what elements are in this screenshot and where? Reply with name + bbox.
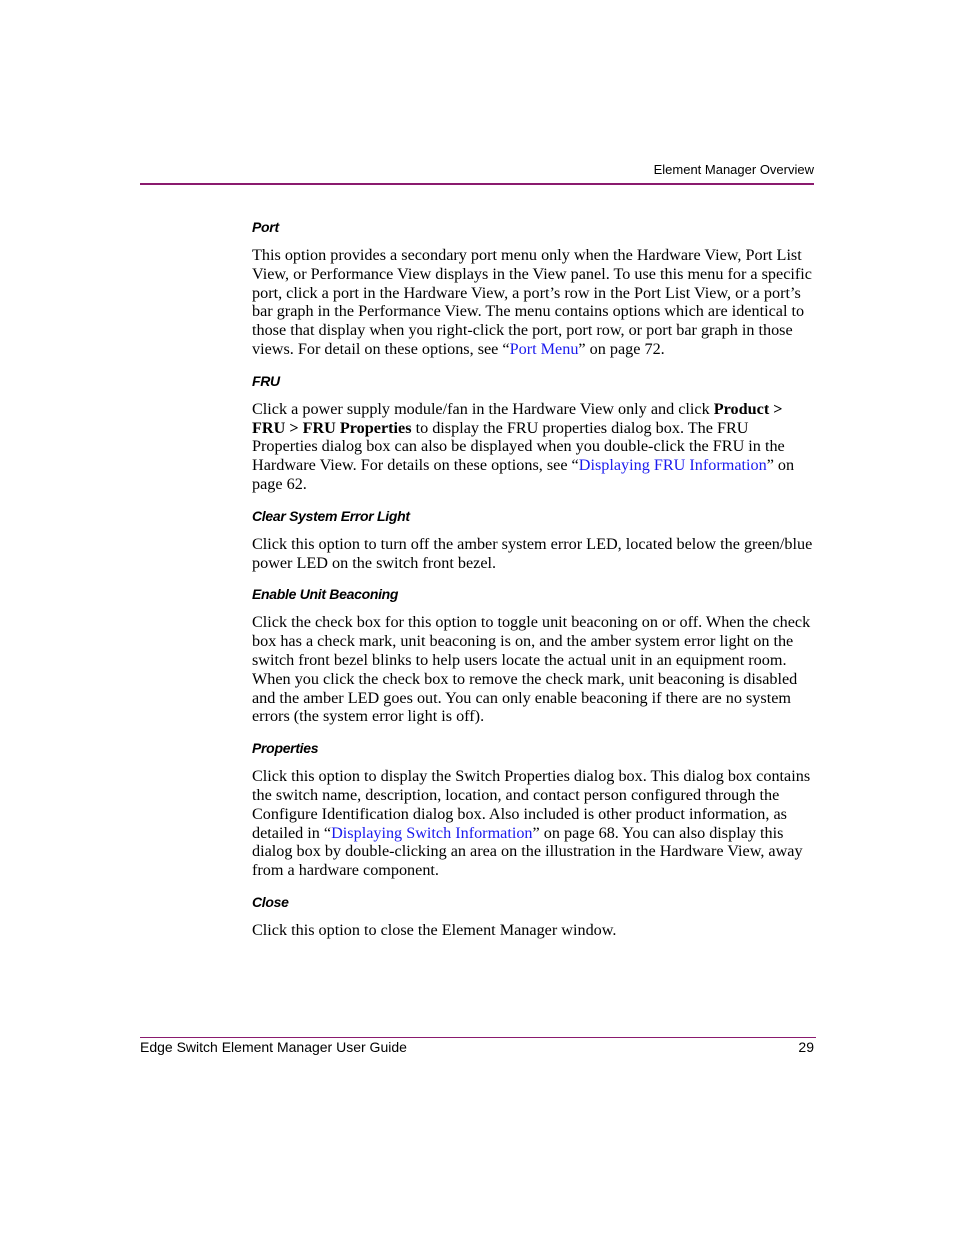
- body-text: ” on page 68. You can also display this dialog box by double-clicking an area on the illustration in the Hardware View, away from a hardware component.: [252, 823, 803, 880]
- footer-page-number: 29: [798, 1039, 814, 1055]
- section-body-port: [252, 246, 816, 359]
- footer-rule: [140, 1037, 816, 1038]
- header-rule: [140, 183, 814, 185]
- running-header: Element Manager Overview: [653, 162, 814, 177]
- body-text: Click this option to display the Switch Properties dialog box. This dialog box contains the switch name, description, location, and contact person configured through the Configure Identification dialog box. Also included is other product information, as detailed in “: [252, 767, 811, 842]
- displaying-switch-information-link[interactable]: Displaying Switch Information: [331, 823, 533, 842]
- section-body-properties: [252, 767, 816, 880]
- section-title-enable-unit-beaconing: Enable Unit Beaconing: [252, 586, 399, 603]
- section-title-clear-system-error-light: Clear System Error Light: [252, 507, 410, 524]
- body-text: Click a power supply module/fan in the Hardware View only and click: [252, 399, 714, 418]
- section-body-clear-system-error-light: Click this option to turn off the amber system error LED, located below the green/blue power LED on the switch front bezel.: [252, 534, 813, 572]
- section-title-properties: Properties: [252, 740, 319, 757]
- displaying-fru-information-link[interactable]: Displaying FRU Information: [578, 456, 767, 475]
- section-title-fru: FRU: [252, 372, 280, 389]
- section-body-enable-unit-beaconing: Click the check box for this option to toggle unit beaconing on or off. When the check box has a check mark, unit beaconing is on, and the amber system error light on the switch front bezel blinks to help users locate the actual unit in an equipment room. When you click the check box to remove the check mark, unit beaconing is disabled and the amber LED goes out. You can only enable beaconing if there are no system errors (the system error light is off).: [252, 613, 811, 726]
- section-body-close: Click this option to close the Element Manager window.: [252, 920, 617, 939]
- section-body-fru: [252, 400, 816, 494]
- footer-guide-title: Edge Switch Element Manager User Guide: [140, 1039, 407, 1055]
- body-text: to display the FRU properties dialog box. The FRU Properties dialog box can also be displayed when you double-click the FRU in the Hardware View. For details on these options, see “: [252, 418, 785, 475]
- page-content: [252, 217, 816, 952]
- section-title-close: Close: [252, 893, 289, 910]
- menu-path: Product > FRU > FRU Properties: [252, 399, 783, 437]
- section-title-port: Port: [252, 219, 279, 235]
- body-text: This option provides a secondary port menu only when the Hardware View, Port List View, or Performance View displays in the View panel. To use this menu for a specific port, click a port in the Hardware View, a port’s row in the Port List View, or a port’s bar graph in the Performance View. The menu contains options which are identical to those that display when you right-click the port, port row, or port bar graph in those views. For detail on these options, see “: [252, 246, 812, 358]
- body-text: ” on page 72.: [578, 339, 665, 358]
- port-menu-link[interactable]: Port Menu: [509, 339, 579, 358]
- body-text: ” on page 62.: [252, 456, 795, 493]
